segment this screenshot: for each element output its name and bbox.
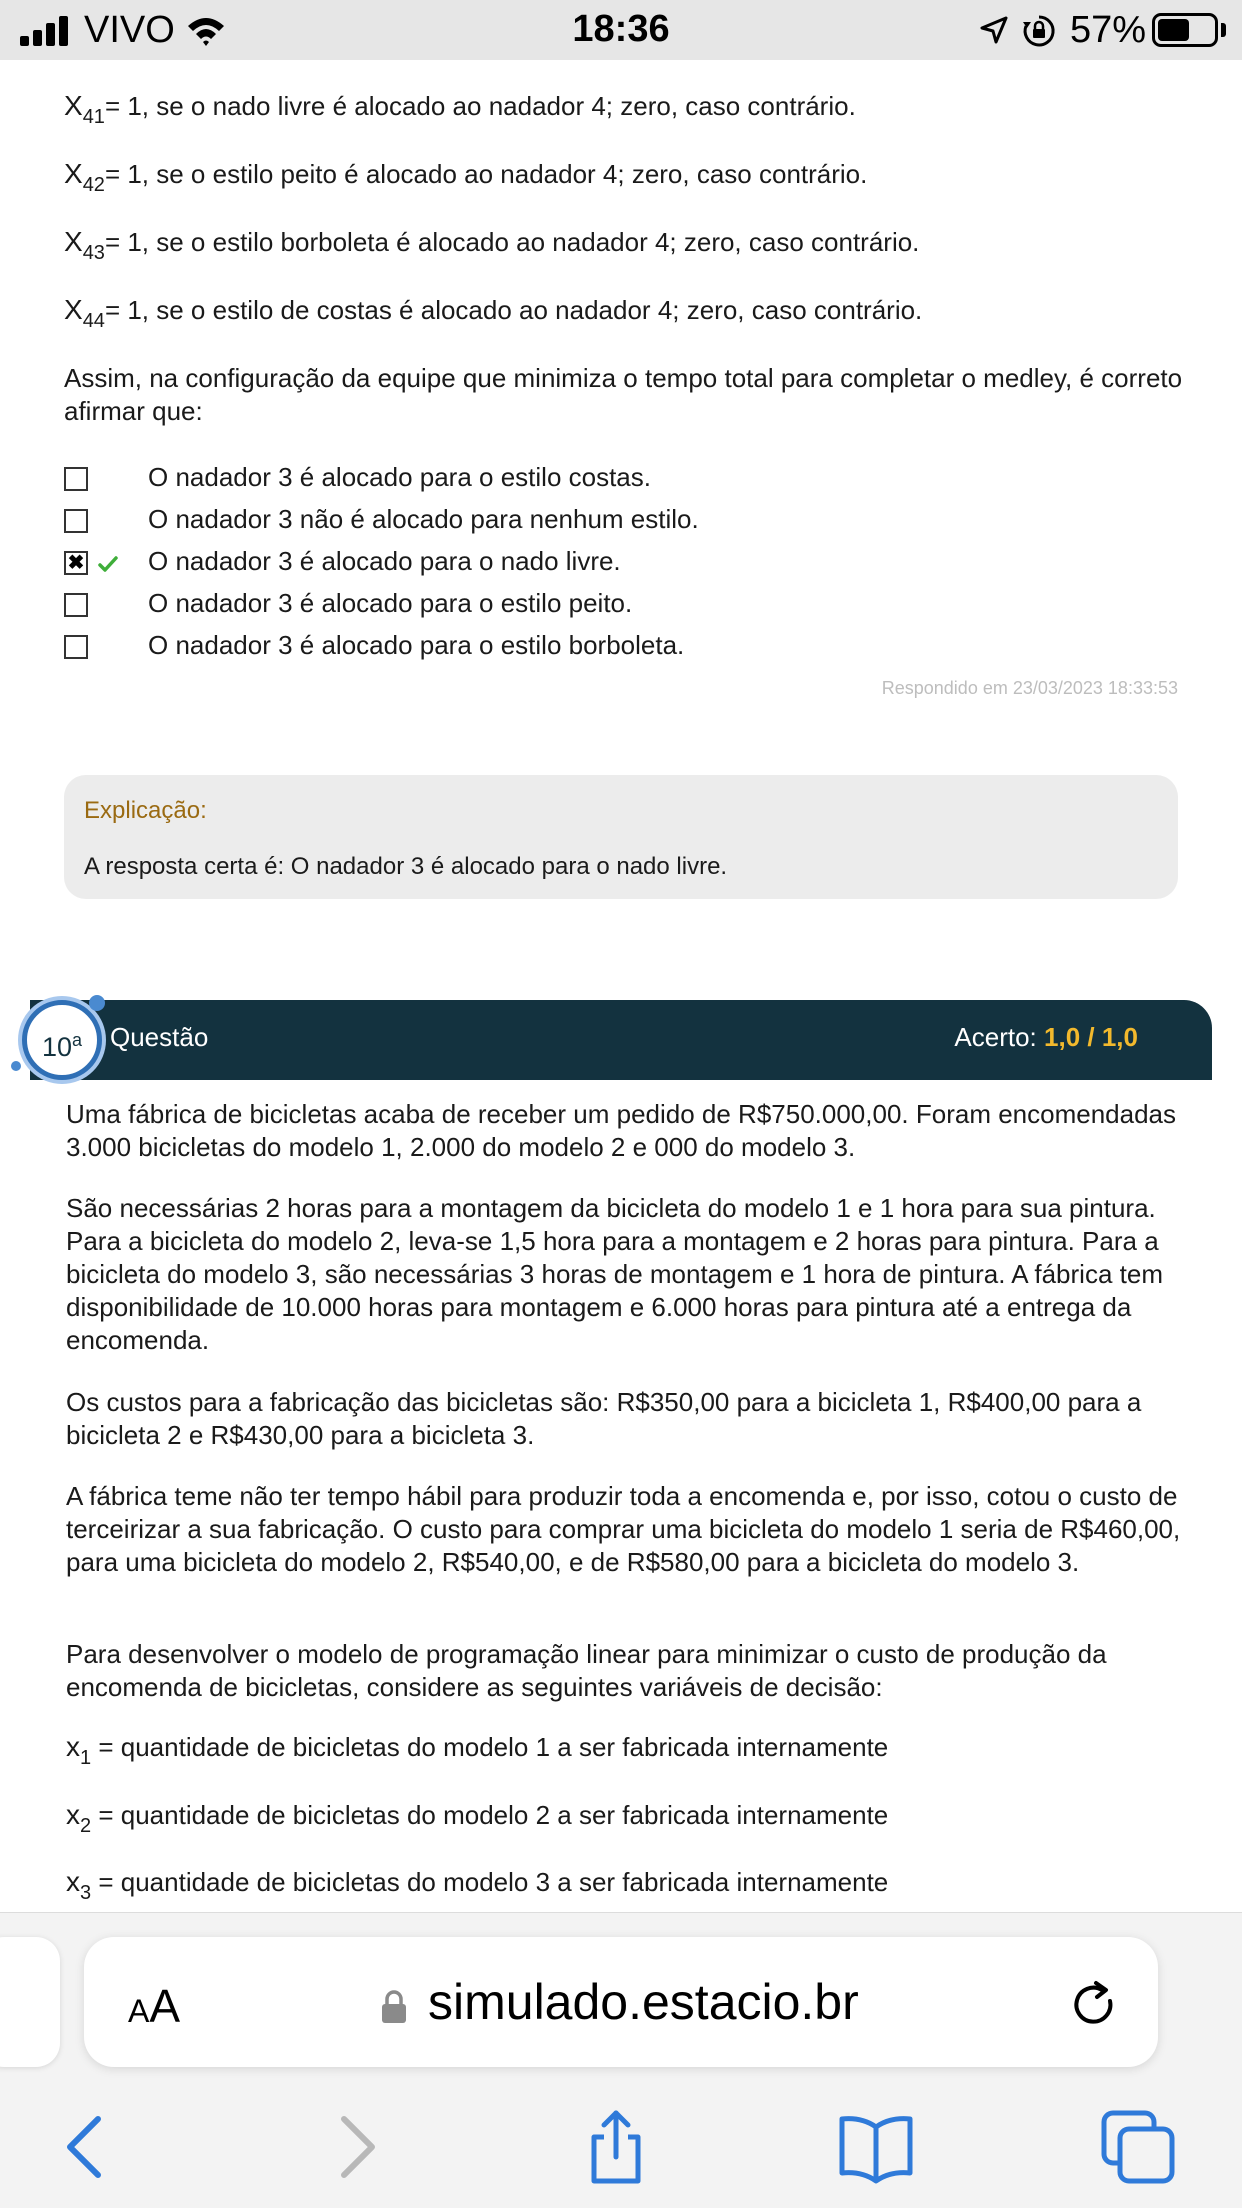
tabs-icon[interactable] <box>1100 2109 1176 2185</box>
checkbox[interactable] <box>64 593 88 617</box>
checkbox[interactable] <box>64 467 88 491</box>
location-icon <box>978 14 1010 46</box>
question-title: Questão <box>110 1022 209 1052</box>
forward-icon[interactable] <box>318 2109 394 2185</box>
question-paragraph: Os custos para a fabricação das bicicletas são: R$350,00 para a bicicleta 1, R$400,00 para a bicicleta 2 e R$430,00 para a bicicleta 3. <box>66 1387 1142 1450</box>
share-icon[interactable] <box>578 2109 654 2185</box>
bookmarks-icon[interactable] <box>838 2109 914 2185</box>
lock-icon <box>380 1989 408 2025</box>
option-label: O nadador 3 é alocado para o estilo peito. <box>148 588 633 618</box>
decision-variable: $x_1$ = quantidade de bicicletas do modelo 1 a ser fabricada internamente <box>66 1731 889 1769</box>
variable-line: $X_{41}= 1$, se o nado livre é alocado ao nadador 4; zero, caso contrário. <box>64 90 856 128</box>
rotation-lock-icon <box>1022 14 1056 48</box>
explanation-box <box>64 775 1178 899</box>
answered-timestamp: Respondido em 23/03/2023 18:33:53 <box>881 678 1178 698</box>
variable-line: $X_{42}= 1$, se o estilo peito é alocado ao nadador 4; zero, caso contrário. <box>64 158 868 196</box>
previous-tab-peek[interactable] <box>0 1937 60 2067</box>
badge-dot <box>89 995 105 1011</box>
browser-bottom-bar <box>0 1912 1242 2208</box>
question-header <box>30 1000 1212 1080</box>
back-icon[interactable] <box>48 2109 124 2185</box>
question-score: Acerto: 1,0 / 1,0 <box>954 1022 1138 1052</box>
text-size-button[interactable]: AA <box>128 1980 181 2032</box>
status-bar <box>0 0 1242 60</box>
explanation-title: Explicação: <box>84 797 207 824</box>
answer-option[interactable] <box>64 588 1164 628</box>
answer-option[interactable] <box>64 504 1164 544</box>
option-label: O nadador 3 não é alocado para nenhum estilo. <box>148 504 699 534</box>
battery-percent: 57% <box>1070 9 1147 51</box>
checkbox[interactable] <box>64 509 88 533</box>
variable-line: $X_{43}= 1$, se o estilo borboleta é alocado ao nadador 4; zero, caso contrário. <box>64 226 920 264</box>
question-prompt: Assim, na configuração da equipe que minimiza o tempo total para completar o medley, é correto afirmar que: <box>64 363 1183 426</box>
option-label: O nadador 3 é alocado para o estilo borboleta. <box>148 630 685 660</box>
checkbox[interactable] <box>64 635 88 659</box>
clock: 18:36 <box>572 8 670 50</box>
checkbox-checked[interactable]: ✖ <box>64 551 88 575</box>
answer-option-selected[interactable] <box>64 546 1164 586</box>
question-paragraph: São necessárias 2 horas para a montagem da bicicleta do modelo 1 e 1 hora para sua pintura. Para a bicicleta do modelo 2, leva-se 1,5 hora para a montagem e 2 horas para pintura. Para a bicicleta do modelo 3, são necessárias 3 horas de montagem e 1 hora de pintura. A fábrica tem disponibilidade de 10.000 horas para montagem e 6.000 horas para pintura até a entrega da encomenda. <box>66 1193 1163 1355</box>
battery-tip <box>1221 23 1226 37</box>
address-bar[interactable] <box>84 1937 1158 2067</box>
variable-line: $X_{44}= 1$, se o estilo de costas é alocado ao nadador 4; zero, caso contrário. <box>64 294 923 332</box>
answer-option[interactable] <box>64 462 1164 502</box>
decision-variable: $x_3$ = quantidade de bicicletas do modelo 3 a ser fabricada internamente <box>66 1866 889 1904</box>
question-paragraph: Para desenvolver o modelo de programação linear para minimizar o custo de produção da encomenda de bicicletas, considere as seguintes variáveis de decisão: <box>66 1639 1107 1702</box>
question-paragraph: A fábrica teme não ter tempo hábil para produzir toda a encomenda e, por isso, cotou o custo de terceirizar a sua fabricação. O custo para comprar uma bicicleta do modelo 1 seria de R$460,00, para uma bicicleta do modelo 2, R$540,00, e de R$580,00 para a bicicleta do modelo 3. <box>66 1481 1181 1577</box>
correct-check-icon <box>98 554 118 574</box>
reload-icon[interactable] <box>1068 1979 1120 2031</box>
explanation-text: A resposta certa é: O nadador 3 é alocado para o nado livre. <box>84 853 728 880</box>
answer-option[interactable] <box>64 630 1164 670</box>
badge-dot <box>11 1061 21 1071</box>
question-paragraph: Uma fábrica de bicicletas acaba de receber um pedido de R$750.000,00. Foram encomendadas 3.000 bicicletas do modelo 1, 2.000 do modelo 2 e 000 do modelo 3. <box>66 1099 1177 1162</box>
battery-icon <box>1152 13 1218 47</box>
decision-variable: $x_2$ = quantidade de bicicletas do modelo 2 a ser fabricada internamente <box>66 1799 889 1837</box>
carrier-name: VIVO <box>84 9 175 51</box>
question-number-badge: 10$^a$ <box>22 1000 102 1080</box>
url-text[interactable]: simulado.estacio.br <box>428 1974 859 2030</box>
option-label: O nadador 3 é alocado para o nado livre. <box>148 546 621 576</box>
option-label: O nadador 3 é alocado para o estilo costas. <box>148 462 651 492</box>
